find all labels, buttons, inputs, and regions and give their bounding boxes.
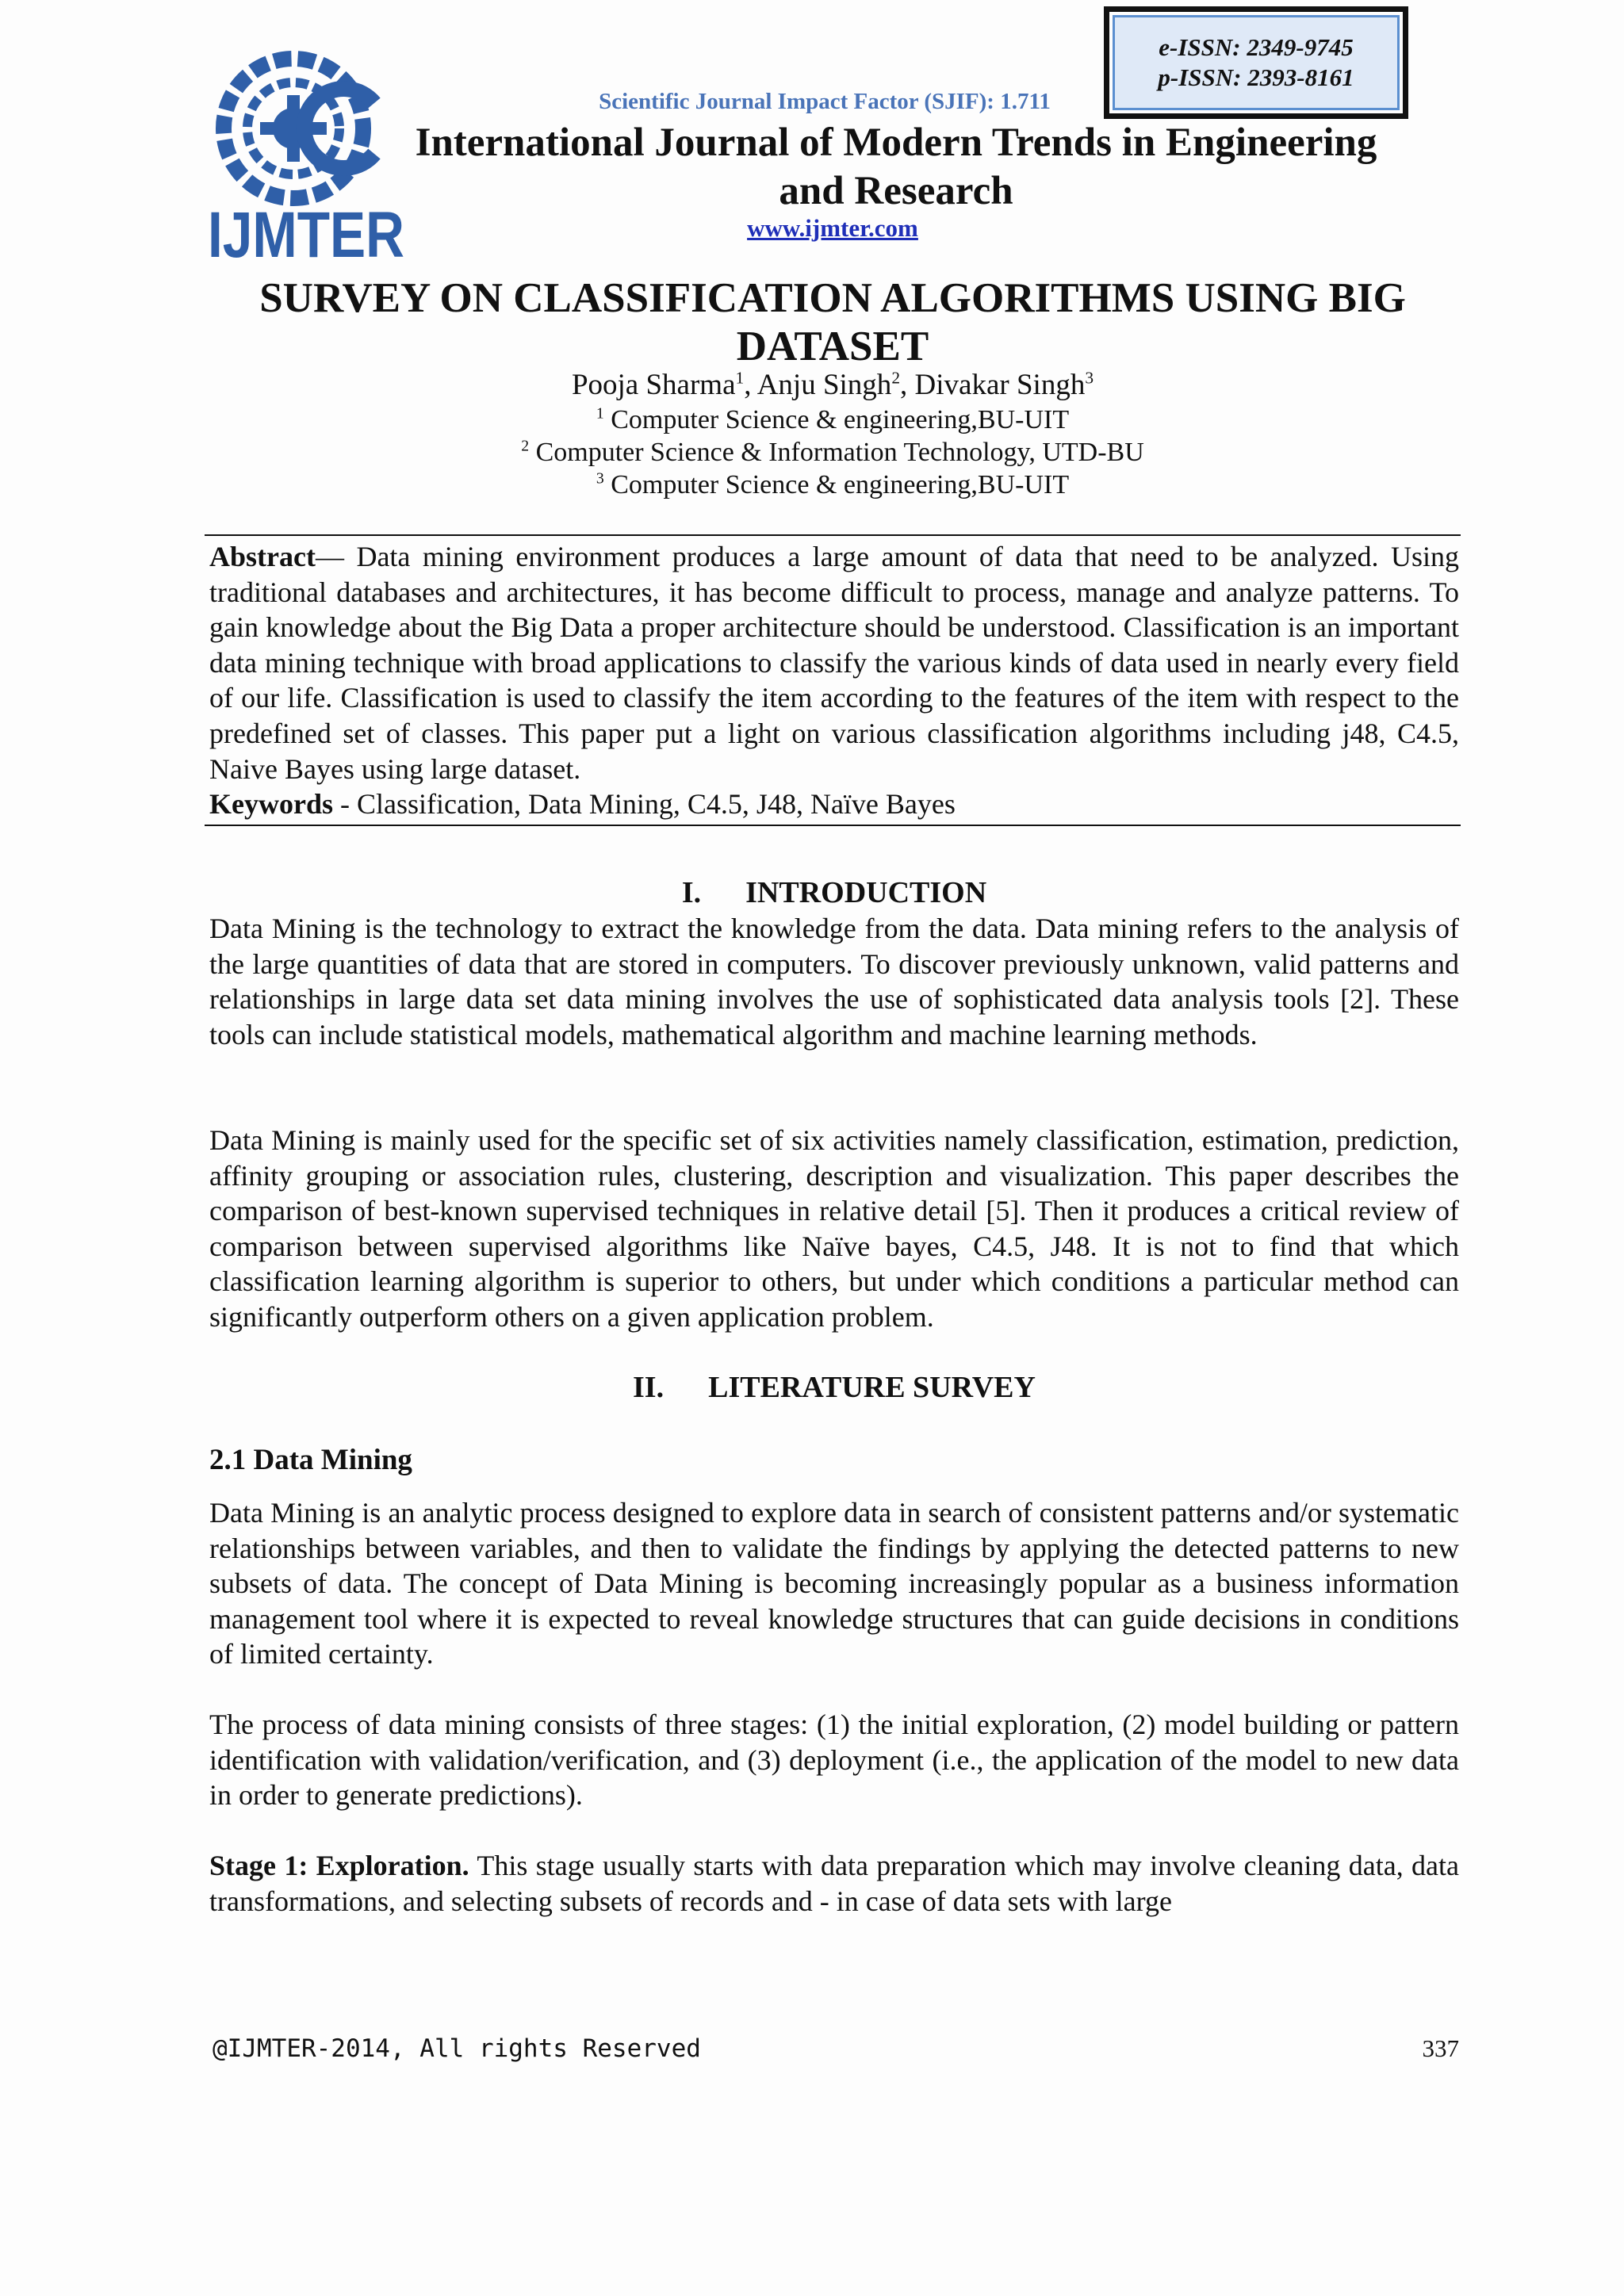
page-number: 337 — [1422, 2034, 1459, 2062]
affiliation — [206, 469, 1459, 501]
author-name: Anju Singh — [756, 369, 892, 401]
stage1-paragraph — [209, 1848, 1459, 1919]
keywords-label: Keywords — [209, 788, 333, 820]
section-heading-literature-survey — [209, 1370, 1459, 1405]
abstract-dash: — — [315, 541, 357, 572]
journal-title — [381, 119, 1411, 216]
globe-logo-icon — [208, 49, 406, 271]
impact-factor: Scientific Journal Impact Factor (SJIF): 1.711 — [599, 89, 1051, 114]
section-heading-introduction — [209, 875, 1459, 910]
paper-title-line2: DATASET — [736, 323, 929, 369]
issn-box — [1104, 6, 1408, 119]
abstract-top-rule — [205, 534, 1461, 536]
affiliation-text: Computer Science & engineering,BU-UIT — [611, 405, 1070, 434]
keywords — [209, 786, 1459, 822]
authors-line: Pooja Sharma$^1$, Anju Singh$^2$, Divakar Singh$^3$ — [571, 368, 1094, 401]
p-issn: p-ISSN: 2393-8161 — [1158, 63, 1354, 91]
journal-title-line1: International Journal of Modern Trends in Engineering — [415, 121, 1377, 165]
affiliation — [206, 437, 1459, 469]
subsection-heading-data-mining: 2.1 Data Mining — [209, 1444, 412, 1476]
journal-url-link[interactable]: www.ijmter.com — [747, 214, 918, 242]
literature-paragraph-1: Data Mining is an analytic process designed to explore data in search of consistent patterns and/or systematic relationships between variables, and then to validate the findings by applying the detected patterns to new subsets of data. The concept of Data Mining is becoming increasingly popular as a business information management tool where it is expected to reveal knowledge structures that can guide decisions in conditions of limited certainty. — [209, 1497, 1459, 1670]
section-number: I. — [681, 876, 702, 909]
section-title: LITERATURE SURVEY — [708, 1371, 1036, 1404]
stage1-label: Stage 1: Exploration. — [209, 1850, 469, 1881]
intro-paragraph-2: Data Mining is mainly used for the specific set of six activities namely classification, estimation, prediction, affinity grouping or association rules, clustering, description and visualization. This paper describes the comparison of best-known supervised techniques in relative detail [5]. Then it produces a critical review of comparison between supervised algorithms like Naïve bayes, C4.5, J48. It is not to find that which classification learning algorithm is superior to others, but under which conditions a particular method can significantly outperform others on a given application problem. — [209, 1124, 1459, 1333]
paper-title-line1: SURVEY ON CLASSIFICATION ALGORITHMS USING BIG — [259, 275, 1406, 321]
affiliation-sup: 2 — [521, 437, 530, 455]
affiliation — [206, 404, 1459, 436]
author-name: Pooja Sharma — [571, 369, 736, 401]
abstract-label: Abstract — [209, 541, 316, 572]
section-title: INTRODUCTION — [745, 876, 987, 909]
intro-paragraph-1: Data Mining is the technology to extract the knowledge from the data. Data mining refers to the analysis of the large quantities of data that are stored in computers. To discover previously unknown, valid patterns and relationships in large data set data mining involves the use of sophisticated data analysis tools [2]. These tools can include statistical models, mathematical algorithm and machine learning methods. — [209, 913, 1459, 1050]
ijmter-logo — [208, 49, 406, 271]
author-sup: 1 — [735, 368, 745, 388]
paper-title — [206, 274, 1459, 371]
affiliation-sup: 1 — [596, 404, 604, 423]
affiliation-sup: 3 — [596, 469, 604, 488]
author-name: Divakar Singh — [914, 369, 1086, 401]
e-issn: e-ISSN: 2349-9745 — [1159, 33, 1354, 61]
journal-title-line2: and Research — [779, 169, 1013, 213]
affiliation-text: Computer Science & engineering,BU-UIT — [611, 470, 1070, 499]
abstract — [209, 539, 1459, 786]
affiliation-text: Computer Science & Information Technology, UTD-BU — [535, 438, 1144, 467]
author-sup: 3 — [1085, 368, 1094, 388]
abstract-text: Data mining environment produces a large amount of data that need to be analyzed. Using traditional databases and architectures, it has become difficult to process, manage and analyze patterns. To gain knowledge about the Big Data a proper architecture should be understood. Classification is an important data mining technique with broad applications to classify the various kinds of data used in nearly every field of our life. Classification is used to classify the item according to the features of the item with respect to the predefined set of classes. This paper put a light on various classification algorithms including j48, C4.5, Naive Bayes using large dataset. — [209, 541, 1460, 785]
author-sup: 2 — [891, 368, 901, 388]
literature-paragraph-2: The process of data mining consists of three stages: (1) the initial exploration, (2) model building or pattern identification with validation/verification, and (3) deployment (i.e., the application of the model to new data in order to generate predictions). — [209, 1709, 1459, 1812]
stage1-text: This stage usually starts with data preparation which may involve cleaning data, data transformations, and selecting subsets of records and - in case of data sets with large — [209, 1850, 1459, 1917]
abstract-bottom-rule — [205, 825, 1461, 826]
section-number: II. — [633, 1371, 665, 1404]
footer-copyright: @IJMTER-2014, All rights Reserved — [213, 2034, 701, 2063]
logo-text: IJMTER — [208, 199, 404, 271]
keywords-text: - Classification, Data Mining, C4.5, J48, Naïve Bayes — [333, 788, 956, 820]
